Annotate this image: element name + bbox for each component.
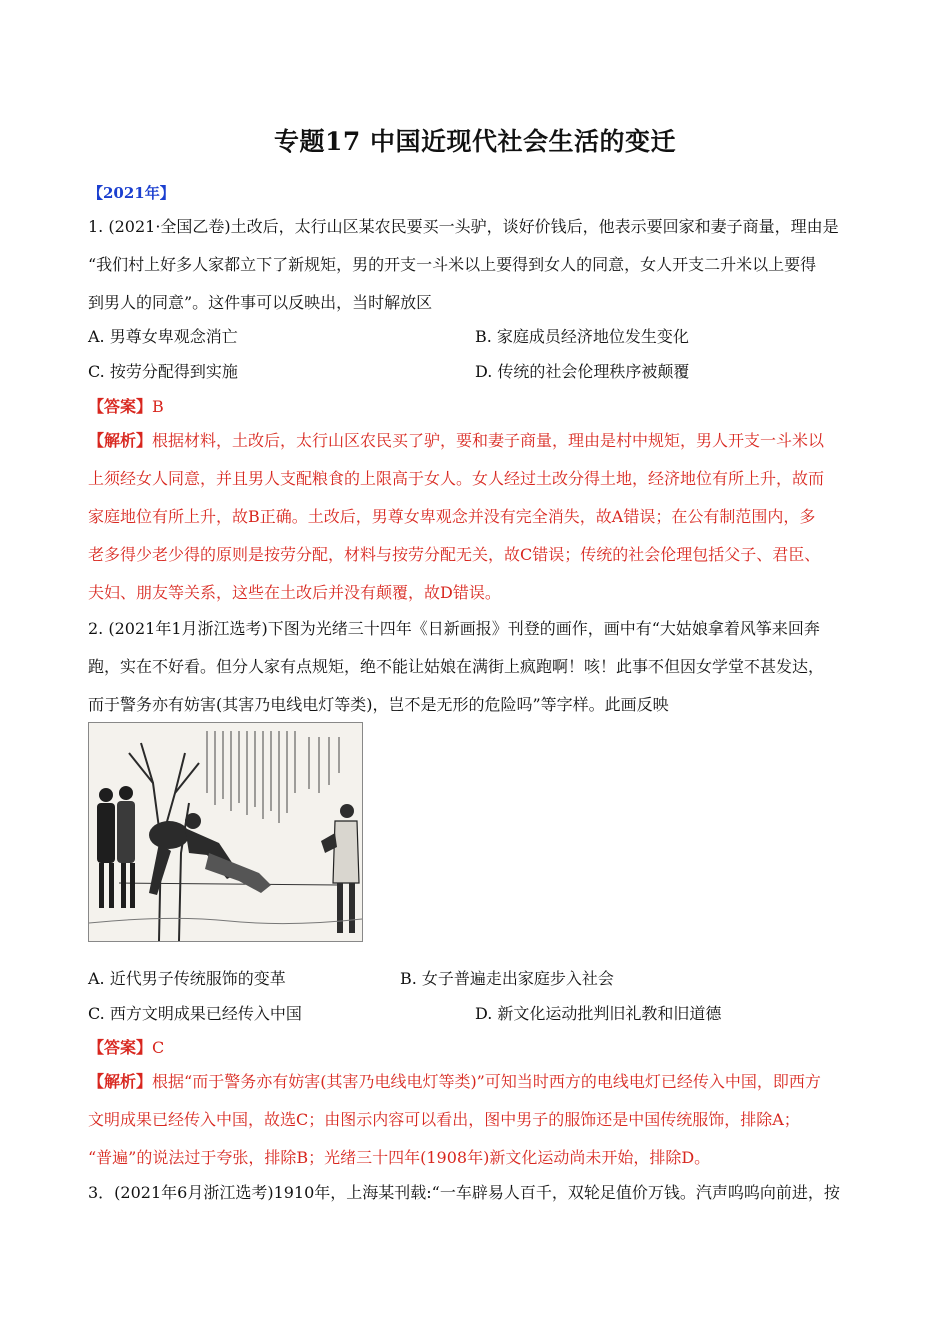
newspaper-illustration: [88, 722, 363, 942]
q3-stem-line-1: 3．(2021年6月浙江选考)1910年，上海某刊载:“一车辟易人百千，双轮足值价万钱。汽声呜呜向前进，按: [88, 1183, 840, 1202]
q1-stem-line-3: 到男人的同意”。这件事可以反映出，当时解放区: [88, 293, 433, 312]
q1-analysis-line-4: 老多得少老少得的原则是按劳分配，材料与按劳分配无关，故C错误；传统的社会伦理包括父子、君臣、: [88, 545, 821, 564]
q1-analysis-line-1: [88, 431, 868, 451]
q2-option-d: D. 新文化运动批判旧礼教和旧道德: [475, 1004, 722, 1023]
answer-value: C: [152, 1038, 165, 1057]
q1-stem-line-1: 1. (2021·全国乙卷)土改后，太行山区某农民要买一头驴，谈好价钱后，他表示要回家和妻子商量，理由是: [88, 217, 839, 236]
q1-answer: [88, 397, 868, 417]
q1-option-c: C. 按劳分配得到实施: [88, 362, 238, 381]
answer-tag: 【答案】: [88, 1038, 153, 1057]
answer-value: B: [152, 397, 164, 416]
q2-analysis-line-2: 文明成果已经传入中国，故选C；由图示内容可以看出，图中男子的服饰还是中国传统服饰，排除A；: [88, 1110, 800, 1129]
q2-answer: [88, 1038, 868, 1058]
q2-analysis-line-3: “普遍”的说法过于夸张，排除B；光绪三十四年(1908年)新文化运动尚未开始，排除D。: [88, 1148, 711, 1167]
q2-option-c: C. 西方文明成果已经传入中国: [88, 1004, 302, 1023]
q1-analysis-line-2: 上须经女人同意，并且男人支配粮食的上限高于女人。女人经过土改分得土地，经济地位有所上升，故而: [88, 469, 825, 488]
q1-stem-line-2: “我们村上好多人家都立下了新规矩，男的开支一斗米以上要得到女人的同意，女人开支二升米以上要得: [88, 255, 817, 274]
q1-analysis-line-5: 夫妇、朋友等关系，这些在土改后并没有颠覆，故D错误。: [88, 583, 501, 602]
q2-option-a: A. 近代男子传统服饰的变革: [88, 969, 286, 988]
answer-tag: 【答案】: [88, 397, 153, 416]
q2-option-b: B. 女子普遍走出家庭步入社会: [400, 969, 614, 988]
analysis-tag: 【解析】: [88, 431, 153, 450]
q2-stem-line-3: 而于警务亦有妨害(其害乃电线电灯等类)，岂不是无形的危险吗”等字样。此画反映: [88, 695, 669, 714]
analysis-tag: 【解析】: [88, 1072, 153, 1091]
q1-option-b: B. 家庭成员经济地位发生变化: [475, 327, 689, 346]
q2-stem-line-2: 跑，实在不好看。但分人家有点规矩，绝不能让姑娘在满街上疯跑啊！咳！此事不但因女学堂不甚发达，: [88, 657, 825, 676]
q1-option-a: A. 男尊女卑观念消亡: [88, 327, 238, 346]
analysis-text: 根据材料，土改后，太行山区农民买了驴，要和妻子商量，理由是村中规矩，男人开支一斗米以: [152, 431, 825, 450]
analysis-text: 根据“而于警务亦有妨害(其害乃电线电灯等类)”可知当时西方的电线电灯已经传入中国，即西方: [152, 1072, 821, 1091]
page-title: 专题17 中国近现代社会生活的变迁: [274, 127, 676, 156]
q1-analysis-line-3: 家庭地位有所上升，故B正确。土改后，男尊女卑观念并没有完全消失，故A错误；在公有制范围内，多: [88, 507, 816, 526]
section-heading: 【2021年】: [88, 184, 175, 202]
q1-option-d: D. 传统的社会伦理秩序被颠覆: [475, 362, 690, 381]
q2-analysis-line-1: [88, 1072, 868, 1092]
q2-stem-line-1: 2. (2021年1月浙江选考)下图为光绪三十四年《日新画报》刊登的画作，画中有“大姑娘拿着风筝来回奔: [88, 619, 820, 638]
